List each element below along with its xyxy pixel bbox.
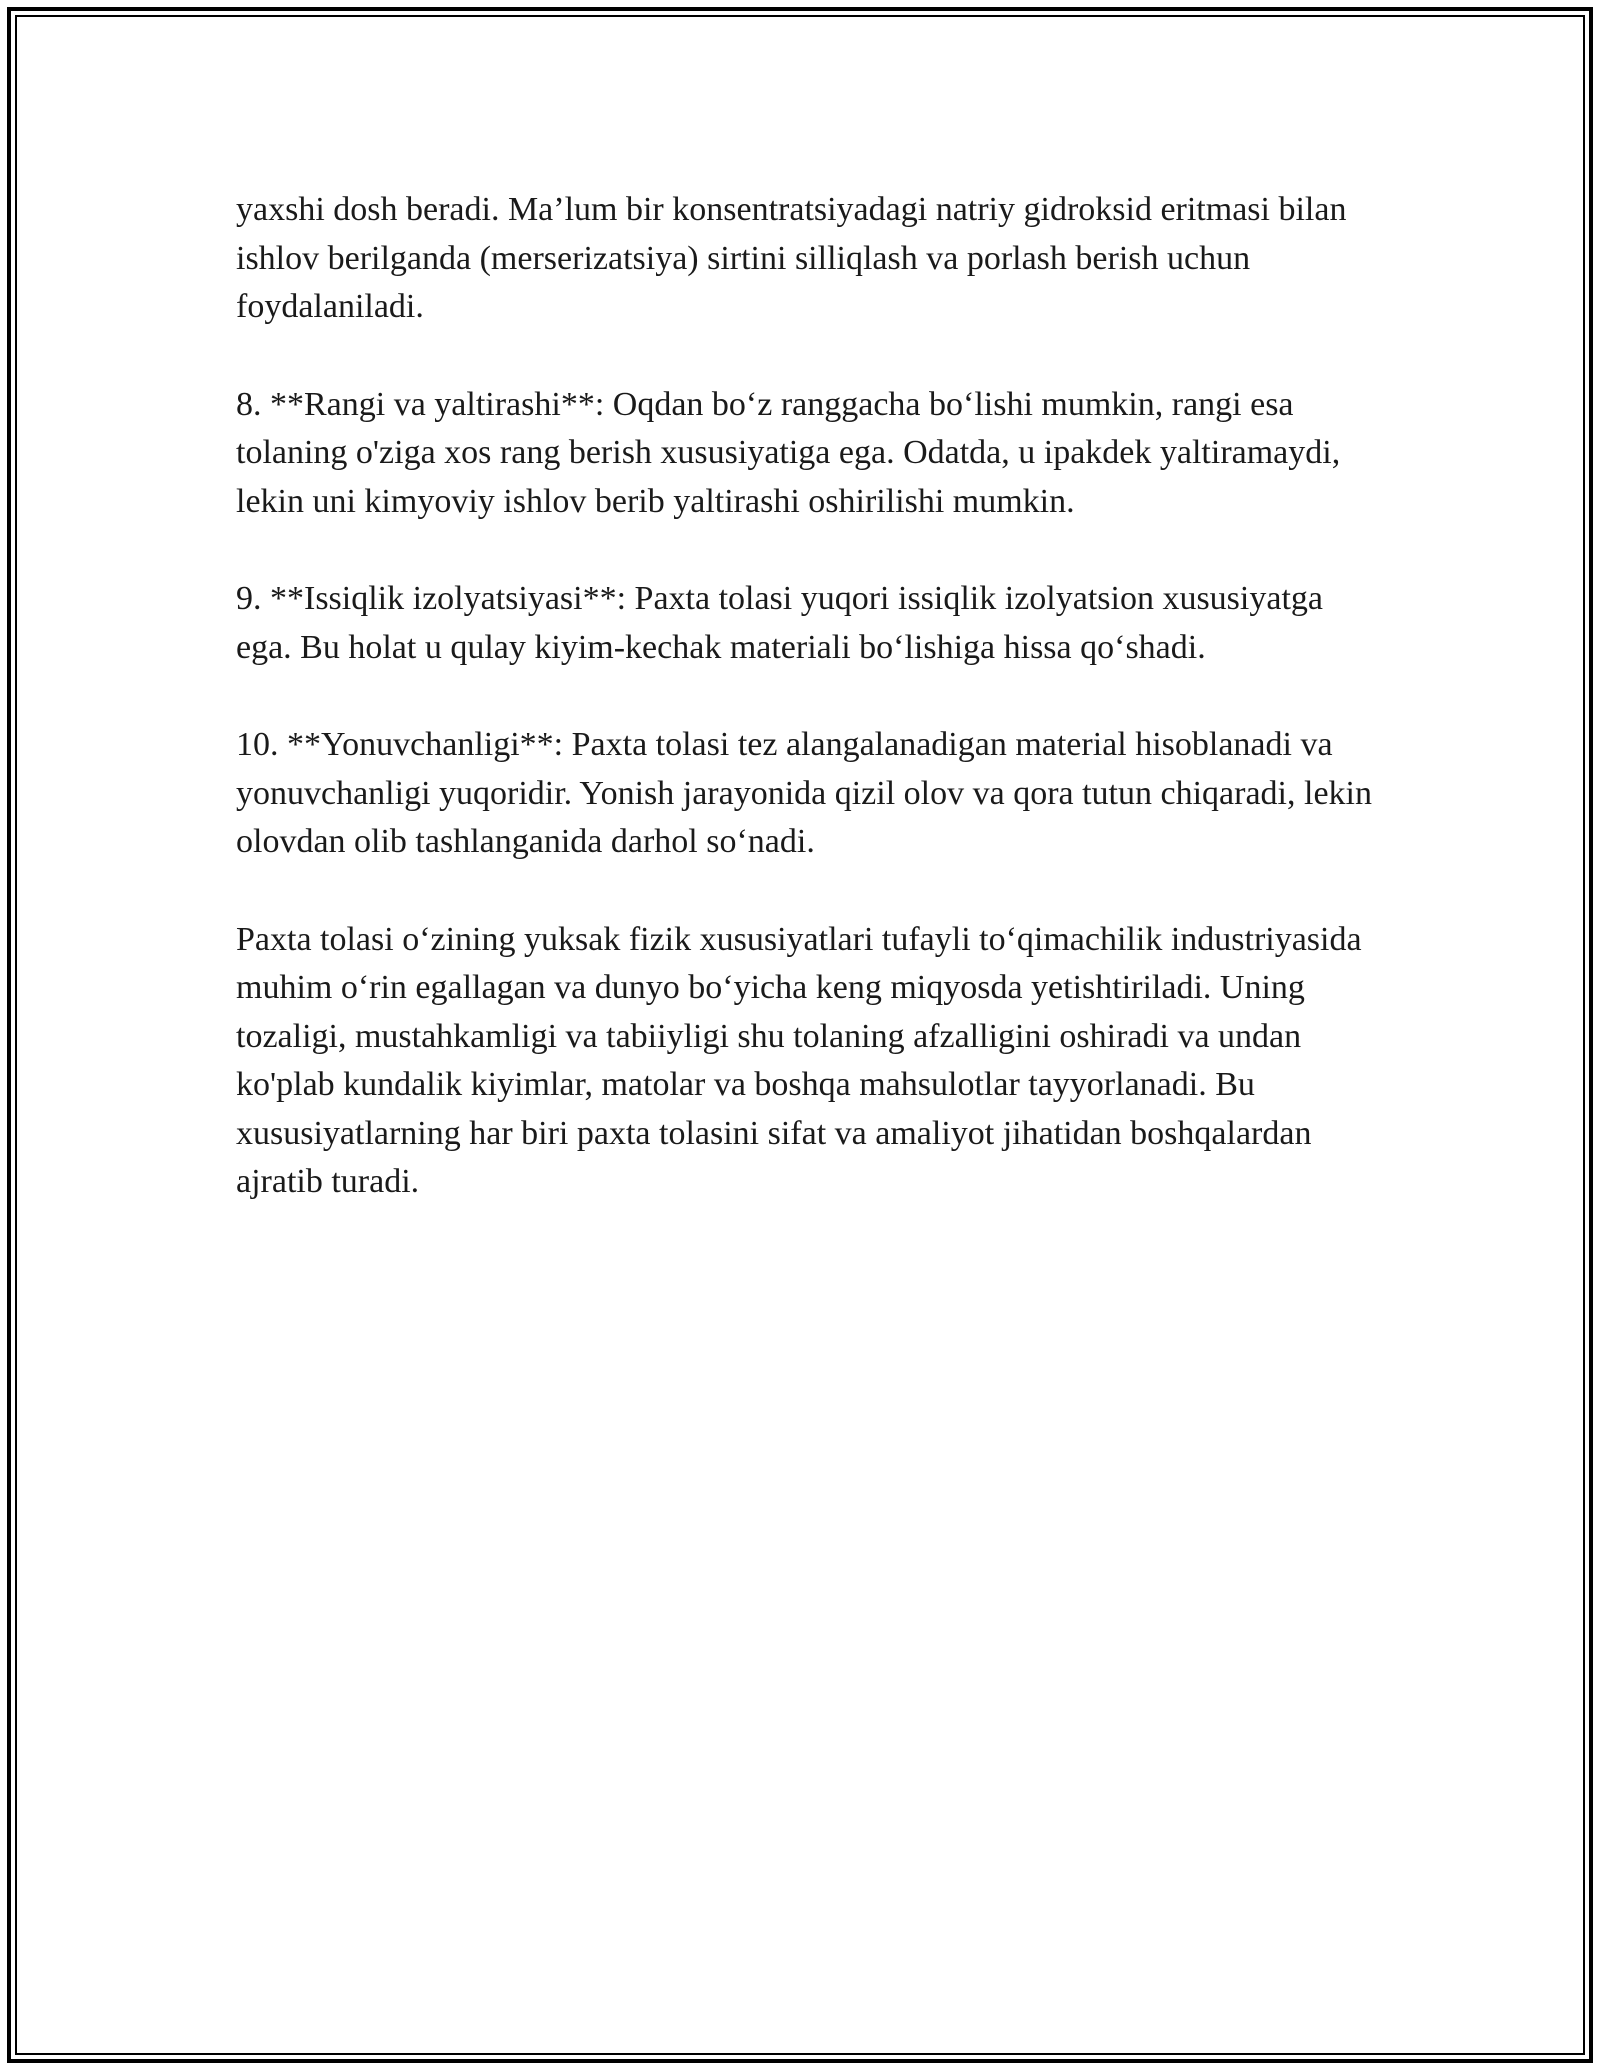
document-body xyxy=(236,186,1376,1256)
paragraph-item-10-flammability: 10. **Yonuvchanligi**: Paxta tolasi tez alangalanadigan material hisoblanadi va yonuvchanligi yuqoridir. Yonish jarayonida qizil olov va qora tutun chiqaradi, lekin olovdan olib tashlanganida darhol so‘nadi. xyxy=(236,726,1372,860)
paragraph-intro-continuation: yaxshi dosh beradi. Ma’lum bir konsentratsiyadagi natriy gidroksid eritmasi bilan ishlov berilganda (merserizatsiya) sirtini silliqlash va porlash berish uchun foydalaniladi. xyxy=(236,191,1347,325)
paragraph-item-8-color-luster: 8. **Rangi va yaltirashi**: Oqdan bo‘z ranggacha bo‘lishi mumkin, rangi esa tolaning o'ziga xos rang berish xususiyatiga ega. Odatda, u ipakdek yaltiramaydi, lekin uni kimyoviy ishlov berib yaltirashi oshirilishi mumkin. xyxy=(236,385,1341,520)
paragraph-conclusion: Paxta tolasi o‘zining yuksak fizik xususiyatlari tufayli to‘qimachilik industriyasida muhim o‘rin egallagan va dunyo bo‘yicha keng miqyosda yetishtiriladi. Uning tozaligi, mustahkamligi va tabiiyligi shu tolaning afzalligini oshiradi va undan ko'plab kundalik kiyimlar, matolar va boshqa mahsulotlar tayyorlanadi. Bu xususiyatlarning har biri paxta tolasini sifat va amaliyot jihatidan boshqalardan ajratib turadi. xyxy=(236,920,1362,1200)
paragraph-item-9-thermal-insulation: 9. **Issiqlik izolyatsiyasi**: Paxta tolasi yuqori issiqlik izolyatsion xususiyatga ega. Bu holat u qulay kiyim-kechak materiali bo‘lishiga hissa qo‘shadi. xyxy=(236,580,1323,666)
